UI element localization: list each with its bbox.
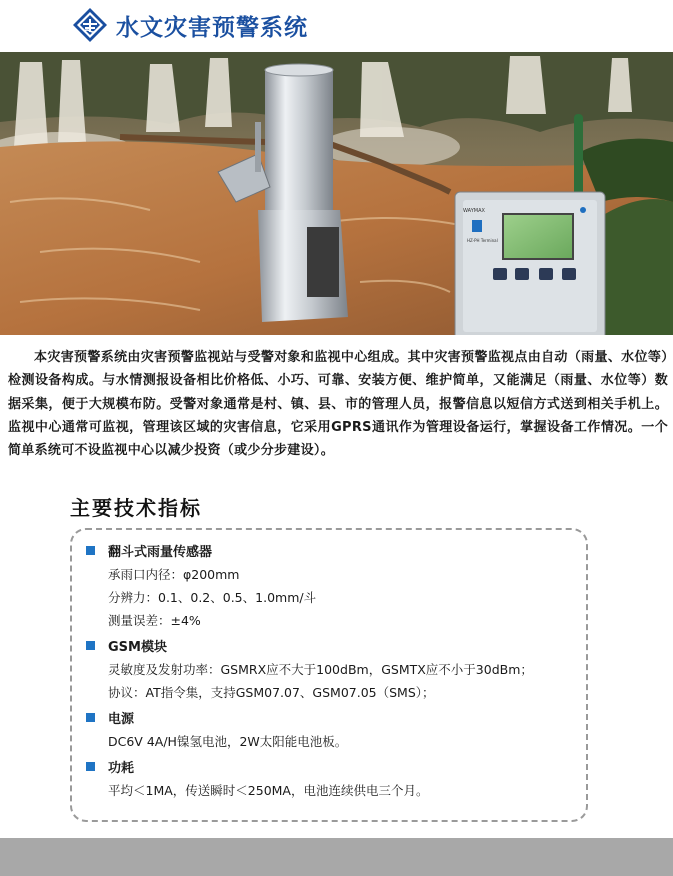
spec-category — [86, 707, 586, 730]
spec-category-label: 电源 — [108, 712, 135, 727]
footer-bar — [0, 838, 673, 876]
spec-line: 平均＜1MA，传送瞬时＜250MA，电池连续供电三个月。 — [108, 783, 429, 798]
device-model: HZ-PH Terminal — [467, 238, 498, 243]
hero-image — [0, 52, 673, 335]
spec-line: 测量误差：±4% — [108, 613, 201, 628]
device-brand: WAYMAX — [463, 208, 485, 214]
page-header — [0, 0, 673, 52]
spec-category-label: 功耗 — [108, 761, 135, 776]
spec-line: DC6V 4A/H镍氢电池，2W太阳能电池板。 — [108, 734, 348, 749]
bullet-square-icon — [86, 762, 95, 771]
spec-line: 协议：AT指令集，支持GSM07.07、GSM07.05（SMS）； — [108, 685, 435, 700]
spec-category — [86, 756, 586, 779]
specs-heading: 主要技术指标 — [70, 496, 202, 520]
page-title: 水文灾害预警系统 — [116, 15, 308, 41]
spec-category — [86, 540, 586, 563]
spec-line: 分辨力：0.1、0.2、0.5、1.0mm/斗 — [108, 590, 317, 605]
spec-line: 灵敏度及发射功率：GSMRX应不大于100dBm，GSMTX应不小于30dBm； — [108, 662, 533, 677]
intro-paragraph: 本灾害预警系统由灾害预警监视站与受警对象和监视中心组成。其中灾害预警监视点由自动（雨量、水位等）检测设备构成。与水情测报设备相比价格低、小巧、可靠、安装方便、维护简单，又能满足（雨量、水位等）数据采集，便于大规模布防。受警对象通常是村、镇、县、市的管理人员，报警信息以短信方式送到相关手机上。监视中心通常可监视，管理该区域的灾害信息，它采用GPRS通讯作为管理设备运行，掌握设备工作情况。一个简单系统可不设监视中心以减少投资（或少分步建设）。 — [8, 350, 668, 459]
hydrology-logo-icon — [72, 7, 108, 43]
bullet-square-icon — [86, 713, 95, 722]
spec-category-label: GSM模块 — [108, 640, 167, 655]
specs-list — [86, 540, 586, 802]
spec-line: 承雨口内径：φ200mm — [108, 567, 240, 582]
bullet-square-icon — [86, 641, 95, 650]
bullet-square-icon — [86, 546, 95, 555]
spec-category — [86, 635, 586, 658]
spec-category-label: 翻斗式雨量传感器 — [108, 545, 213, 560]
